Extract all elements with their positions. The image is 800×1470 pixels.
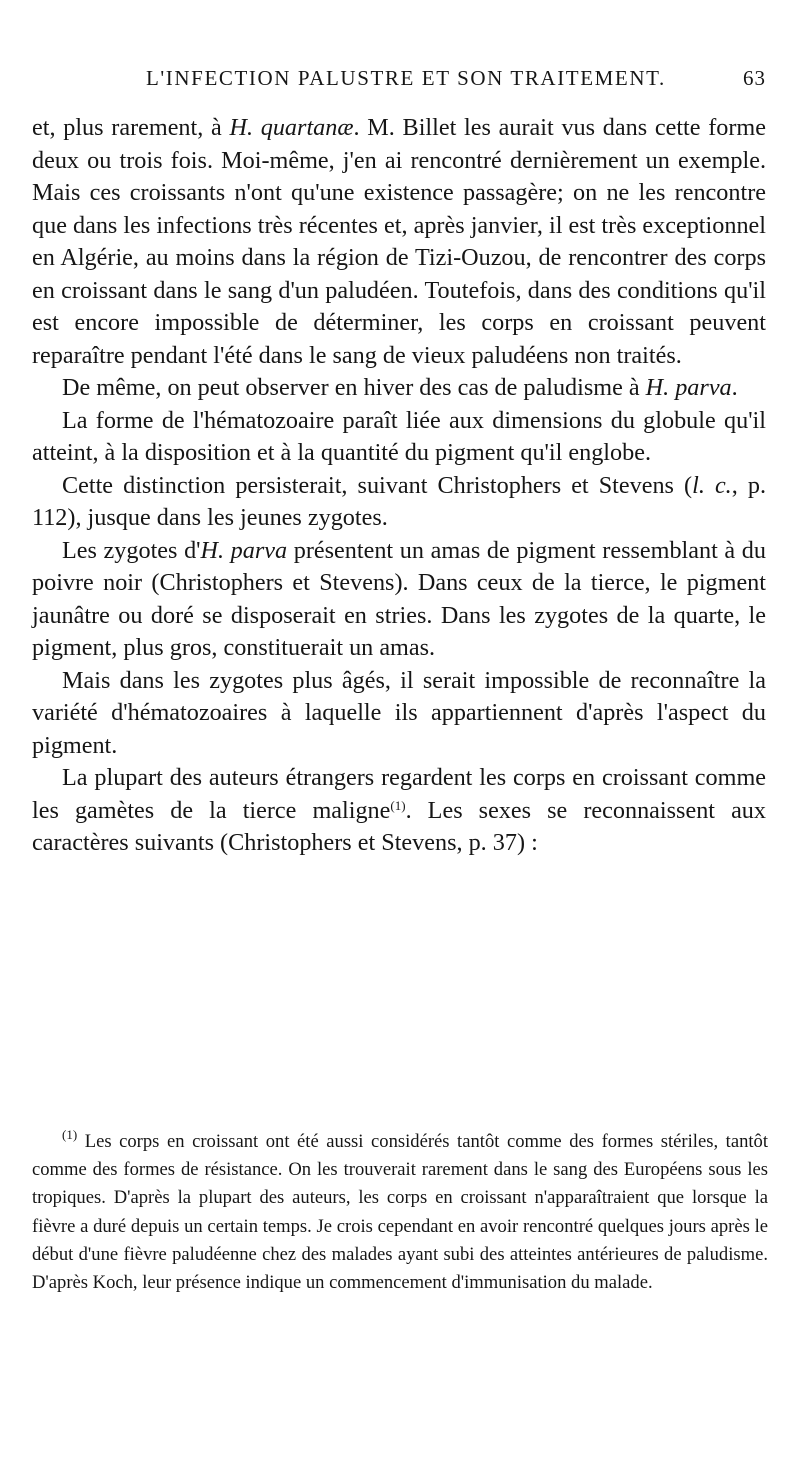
text-run: et, plus rarement, à xyxy=(32,114,230,141)
text-run: La plupart des auteurs étrangers regardent les corps en croissant comme les gamètes de la tierce maligne xyxy=(32,764,766,824)
text-run: . M. Billet les aurait vus dans cette forme deux ou trois fois. Moi-même, j'en ai rencontré dernièrement un exemple. Mais ces croissants n'ont qu'une existence passagère; on ne les rencontre que dans les infections très récentes et, après janvier, il est très exceptionnel en Algérie, au moins dans la région de Tizi-Ouzou, de rencontrer des corps en croissant dans le sang d'un paludéen. Toutefois, dans des conditions qu'il est encore impossible de déterminer, les corps en croissant peuvent reparaître pendant l'été dans le sang de vieux paludéens non traités. xyxy=(32,114,766,369)
text-run: . xyxy=(731,374,738,401)
footnote-text: Les corps en croissant ont été aussi considérés tantôt comme des formes stériles, tantôt comme des formes de résistance. On les trouverait rarement dans le sang des Européens sous les tropiques. D'après la plupart des auteurs, les corps en croissant n'apparaîtraient que lorsque la fièvre a duré depuis un certain temps. Je crois cependant en avoir rencontré quelques jours après le début d'une fièvre paludéenne chez des malades ayant subi des atteintes antérieures de paludisme. D'après Koch, leur présence indique un commencement d'immunisation du malade. xyxy=(32,1131,768,1294)
footnote-reference[interactable]: (1) xyxy=(390,797,406,813)
text-run: De même, on peut observer en hiver des cas de paludisme à xyxy=(62,374,646,401)
paragraph-2 xyxy=(32,372,766,405)
text-run: , p. 112), jusque dans les jeunes zygotes. xyxy=(32,471,766,531)
text-run: Les zygotes d' xyxy=(62,536,201,564)
paragraph-5 xyxy=(32,535,766,665)
text-run: . Les sexes se reconnaissent aux caractères suivants (Christophers et Stevens, p. 37) : xyxy=(32,796,766,856)
species-name: H. quartanæ xyxy=(229,114,354,141)
footnote-1 xyxy=(32,1128,768,1297)
citation-abbrev: l. c. xyxy=(692,471,732,499)
footnote-area xyxy=(32,1128,768,1297)
paragraph-3: La forme de l'hématozoaire paraît liée aux dimensions du globule qu'il atteint, à la disposition et à la quantité du pigment qu'il englobe. xyxy=(32,406,766,466)
footnote-marker: (1) xyxy=(62,1127,78,1142)
paragraph-7 xyxy=(32,762,766,860)
text-run: Cette distinction persisterait, suivant Christophers et Stevens ( xyxy=(62,471,693,499)
running-title: L'INFECTION PALUSTRE ET SON TRAITEMENT. xyxy=(146,66,666,90)
species-name: H. parva xyxy=(645,374,732,401)
main-text xyxy=(32,112,766,860)
paragraph-6: Mais dans les zygotes plus âgés, il serait impossible de reconnaître la variété d'hématozoaires à laquelle ils appartiennent d'après l'aspect du pigment. xyxy=(32,666,766,759)
running-head xyxy=(36,66,766,96)
paragraph-4 xyxy=(32,470,766,535)
text-run: présentent un amas de pigment ressemblant à du poivre noir (Christophers et Stevens). Dans ceux de la tierce, le pigment jaunâtre ou doré se disposerait en stries. Dans les zygotes de la quarte, le pigment, plus gros, constituerait un amas. xyxy=(32,536,766,661)
paragraph-1 xyxy=(32,112,766,372)
page-number: 63 xyxy=(743,66,766,90)
species-name: H. parva xyxy=(200,536,288,564)
